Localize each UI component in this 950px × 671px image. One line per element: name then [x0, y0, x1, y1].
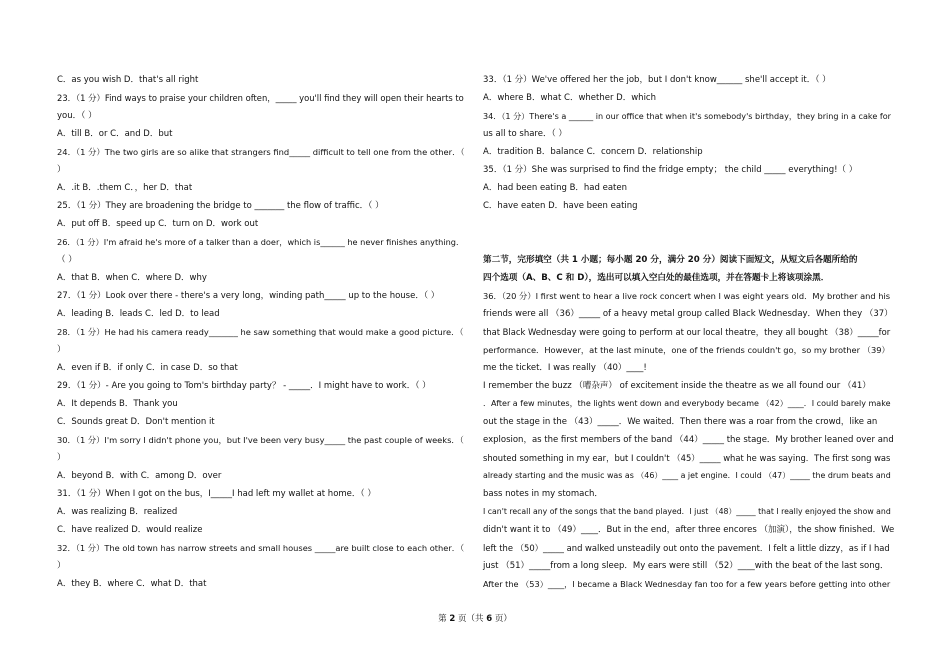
footer-mid: 页（共	[457, 614, 484, 624]
question-line: A．till B．or C．and D．but	[57, 129, 173, 139]
left-column	[57, 71, 469, 593]
section-heading: 四个选项（A、B、C 和 D），选出可以填入空白处的最佳选项，并在答题卡上将该项涂黑．	[483, 273, 830, 283]
question-line: A．put off B．speed up C．turn on D．work out	[57, 219, 259, 229]
passage-line: left the （50）_____ and walked unsteadily out onto the pavement．I felt a little dizzy，as if I had	[483, 543, 890, 553]
question-line: A．It depends B．Thank you	[57, 399, 178, 409]
question-line: 27．（1 分）Look over there - there's a very long，winding path_____ up to the house．（ ）	[57, 291, 440, 301]
passage-line: out the stage in the （43）_____．We waited．Then there was a roar from the crowd，like an	[483, 417, 878, 427]
question-line: ）	[57, 561, 66, 571]
question-line: A．they B．where C．what D．that	[57, 579, 207, 589]
page-footer	[0, 612, 950, 626]
section-heading: 第二节，完形填空（共 1 小题；每小题 20 分，满分 20 分）阅读下面短文，从短文后各题所给的	[483, 255, 858, 265]
passage-line: 36．（20 分）I first went to hear a live rock concert when I was eight years old．My brother and his	[483, 291, 891, 301]
question-line: 35．（1 分）She was surprised to find the fridge empty； the child _____ everything!（ ）	[483, 165, 858, 175]
question-line: A．where B．what C．whether D．which	[483, 93, 656, 103]
question-line: A．beyond B．with C．among D．over	[57, 471, 222, 481]
footer-total-pages: 6	[486, 614, 493, 624]
spacer	[483, 215, 895, 233]
question-line: C．as you wish D．that's all right	[57, 75, 199, 85]
passage-line: already starting and the music was as （46）____ a jet engine．I could （47）_____ the drum beats and	[483, 471, 891, 480]
question-line: A．that B．when C．where D．why	[57, 273, 207, 283]
question-line: ）	[57, 453, 66, 463]
question-line: 28．（1 分）He had his camera ready_______ he saw something that would make a good picture．（	[57, 327, 464, 337]
question-line: 30．（1 分）I'm sorry I didn't phone you，but I've been very busy_____ the past couple of weeks．（	[57, 435, 464, 445]
question-line: A．leading B．leads C．led D．to lead	[57, 309, 220, 319]
question-line: A．tradition B．balance C．concern D．relationship	[483, 147, 703, 157]
question-line: 26．（1 分）I'm afraid he's more of a talker than a doer，which is______ he never finishes anything．	[57, 237, 465, 247]
passage-line: ．After a few minutes，the lights went down and everybody became （42）____．I could barely make	[483, 399, 891, 408]
passage-line: didn't want it to （49）____．But in the end，after three encores （加演），the show finished．We	[483, 525, 895, 535]
footer-page-number: 2	[449, 614, 456, 624]
question-line: （ ）	[57, 255, 77, 265]
question-line: A．had been eating B．had eaten	[483, 183, 627, 193]
passage-line: that Black Wednesday were going to perform at our local theatre，they all bought （38）_____for	[483, 327, 891, 337]
footer-suffix: 页）	[494, 614, 512, 624]
question-line: 29．（1 分）- Are you going to Tom's birthday party？ - _____．I might have to work．（ ）	[57, 381, 431, 391]
question-line: ）	[57, 165, 66, 175]
spacer	[483, 233, 895, 251]
passage-line: friends were all （36）_____ of a heavy metal group called Black Wednesday．When they （37）	[483, 309, 893, 319]
passage-line: I remember the buzz （嘈杂声） of excitement inside the theatre as we all found our （41）	[483, 381, 871, 391]
passage-line: explosion，as the first members of the band （44）_____ the stage．My brother leaned over and	[483, 435, 894, 445]
question-line: 33．（1 分）We've offered her the job，but I don't know______ she'll accept it．（ ）	[483, 75, 831, 85]
question-line: 25．（1 分）They are broadening the bridge to _______ the flow of traffic．（ ）	[57, 201, 384, 211]
question-line: you．（ ）	[57, 111, 97, 121]
passage-line: shouted something in my ear，but I couldn't （45）_____ what he was saying．The first song was	[483, 453, 891, 463]
passage-line: bass notes in my stomach．	[483, 489, 603, 499]
question-line: ）	[57, 345, 66, 355]
question-line: C．Sounds great D．Don't mention it	[57, 417, 215, 427]
passage-line: I can't recall any of the songs that the band played．I just （48）_____ that I really enjoyed the show and	[483, 507, 891, 516]
question-line: C．have eaten D．have been eating	[483, 201, 638, 211]
question-line: A．was realizing B．realized	[57, 507, 178, 517]
question-line: A．.it B．.them C．，her D．that	[57, 183, 193, 193]
question-line: 32．（1 分）The old town has narrow streets and small houses _____are built close to each other．（	[57, 543, 465, 553]
question-line: us all to share．（ ）	[483, 129, 567, 139]
question-line: 24．（1 分）The two girls are so alike that strangers find_____ difficult to tell one from the other．（	[57, 147, 465, 157]
question-line: 31．（1 分）When I got on the bus，I_____I had left my wallet at home．（ ）	[57, 489, 376, 499]
question-line: 34．（1 分）There's a ______ in our office that when it's somebody's birthday，they bring in a cake for	[483, 111, 891, 121]
passage-line: After the （53）____，I became a Black Wednesday fan too for a few years before getting into other	[483, 579, 891, 589]
passage-line: just （51）_____from a long sleep．My ears were still （52）____with the beat of the last song．	[483, 561, 889, 571]
question-line: A．even if B．if only C．in case D．so that	[57, 363, 238, 373]
right-column	[483, 71, 895, 593]
footer-prefix: 第	[438, 614, 447, 624]
question-line: 23．（1 分）Find ways to praise your children often，_____ you'll find they will open their hearts to	[57, 93, 464, 103]
passage-line: performance．However，at the last minute，one of the friends couldn't go，so my brother （39）	[483, 345, 890, 355]
question-line: C．have realized D．would realize	[57, 525, 203, 535]
passage-line: me the ticket．I was really （40）____!	[483, 363, 647, 373]
